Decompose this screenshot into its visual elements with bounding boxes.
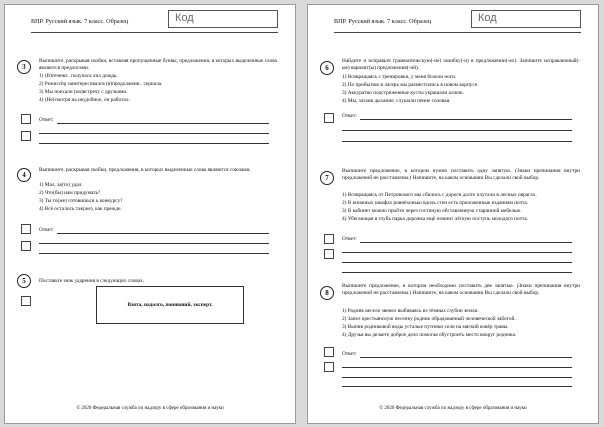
answer-line[interactable] (39, 143, 269, 144)
page-right (307, 4, 599, 424)
score-box[interactable] (324, 113, 334, 123)
option-item: 4) (Не)смотря на неудобное, он работал. (39, 97, 130, 104)
task-number: 5 (17, 274, 31, 288)
option-item: 3) Ты то(же) готовишься к конкурсу? (39, 198, 123, 205)
kod-box[interactable]: Код (168, 10, 278, 28)
answer-line[interactable] (342, 367, 572, 368)
answer-line[interactable] (342, 386, 572, 387)
answer-line[interactable] (342, 130, 572, 131)
answer-label: Ответ: (342, 236, 357, 242)
answer-line[interactable] (342, 252, 572, 253)
page-footer: © 2020 Федеральная служба по надзору в сфере образования и науки (379, 406, 527, 411)
score-box[interactable] (21, 131, 31, 141)
option-item: 4) Мы, затаив дыхание, слушали пение соловья. (342, 98, 451, 105)
answer-line[interactable] (39, 243, 269, 244)
option-item: 1) Мал, за(то) удал. (39, 182, 83, 188)
score-box[interactable] (21, 241, 31, 251)
answer-line[interactable] (342, 377, 572, 378)
option-item: 3) В кабинет можно пройти через гостиную обставленную старинной мебелью. (342, 208, 522, 215)
answer-line[interactable] (39, 253, 269, 254)
option-item: 3) Аккуратно подстриженные кусты украшали аллею. (342, 90, 464, 97)
option-item: 2) Запел крестьянскую песенку родник обрадованный человеческой заботой. (342, 316, 516, 323)
option-item: 1) Возвращаясь с тренировки, у меня болели ноги. (342, 74, 457, 80)
answer-line[interactable] (360, 242, 572, 243)
score-box[interactable] (21, 296, 31, 306)
option-item: 1) (В)течени.. получаса лил дождь. (39, 73, 118, 79)
answer-label: Ответ: (342, 351, 357, 357)
task-question: Выпишите, раскрывая скобки, предложения, в которых выделенные слова являются союзами. (39, 167, 251, 173)
task-options (39, 181, 277, 213)
option-item: 2) По прибытию в лагерь мы разместились в новом корпусе. (342, 82, 479, 89)
page-footer: © 2020 Федеральная служба по надзору в сфере образования и науки (76, 406, 224, 411)
option-item: 4) Всё осталось так(же), как прежде. (39, 206, 122, 213)
answer-line[interactable] (342, 272, 572, 273)
task-question: Выпишите предложение, в котором необходимо поставить две запятые. (Знаки препинания внутри предложений не расставлены.) Напишите, на каком основании Вы сделали свой выбор. (342, 283, 580, 296)
score-box[interactable] (21, 114, 31, 124)
option-item: 3) Выпив родниковой воды усталые путники сели на мягкий ковёр травы. (342, 324, 509, 331)
words-box: Взята, надолго, понявший, эксперт. (96, 286, 244, 324)
score-box[interactable] (324, 234, 334, 244)
option-item: 3) Мы поехали (на)встречу с друзьями. (39, 89, 128, 96)
option-item: 2) Режиссёр заинтересовался (в)продолжени.. сериала. (39, 81, 163, 88)
answer-label: Ответ: (39, 227, 54, 233)
answer-line[interactable] (57, 123, 269, 124)
score-box[interactable] (324, 249, 334, 259)
option-item: 2) В книжных шкафах ровнёхонько вдоль стен есть приложенные изданиям поэта. (342, 200, 529, 207)
answer-line[interactable] (360, 357, 572, 358)
answer-line[interactable] (360, 119, 572, 120)
header-divider (31, 32, 278, 33)
option-item: 4) Убегающая в глубь парка дорожка ещё помнит лёгкую поступь молодого поэта. (342, 216, 529, 223)
score-box[interactable] (324, 347, 334, 357)
answer-line[interactable] (342, 262, 572, 263)
option-item: 4) Друзья вы делаете доброе дело помогая обустроить место вокруг родника. (342, 332, 517, 339)
page-left (4, 4, 296, 424)
task-number: 4 (17, 168, 31, 182)
page-header: ВПР. Русский язык. 7 класс. Образец (31, 18, 129, 25)
header-divider (334, 32, 581, 33)
task-question: Поставьте знак ударения в следующих словах. (39, 278, 145, 284)
score-box[interactable] (324, 362, 334, 372)
option-item: 1) Родник весело звенел выбиваясь из тёмных глубин земли. (342, 308, 479, 314)
answer-line[interactable] (57, 233, 269, 234)
answer-line[interactable] (342, 141, 572, 142)
task-options (342, 191, 580, 223)
page-header: ВПР. Русский язык. 7 класс. Образец (334, 18, 432, 25)
option-item: 2) Что(бы) нам придумать? (39, 190, 101, 197)
task-question: Выпишите, раскрывая скобки, вставляя пропущенные буквы, предложения, в которых выделенные слова являются предлогами. (39, 58, 277, 71)
task-question: Найдите и исправьте грамматическую(-ие) ошибку(-и) в предложении(-ях). Запишите исправленный(-ые) вариант(ы) предложения(-ий). (342, 58, 580, 71)
task-question: Выпишите предложение, в котором нужно поставить одну запятую. (Знаки препинания внутри предложений не расставлены.) Напишите, на каком основании Вы сделали свой выбор. (342, 168, 580, 181)
answer-line[interactable] (39, 133, 269, 134)
task-number: 8 (320, 286, 334, 300)
answer-label: Ответ: (39, 117, 54, 123)
task-options (39, 72, 277, 104)
answer-label: Ответ: (342, 113, 357, 119)
task-options (342, 307, 580, 339)
task-number: 3 (17, 60, 31, 74)
task-number: 6 (320, 61, 334, 75)
kod-box[interactable]: Код (471, 10, 581, 28)
task-options (342, 73, 580, 105)
score-box[interactable] (21, 224, 31, 234)
option-item: 1) Возвращаясь от Петровского мы сбились с дороги долго плутали в лесных оврагах. (342, 192, 537, 198)
task-number: 7 (320, 171, 334, 185)
